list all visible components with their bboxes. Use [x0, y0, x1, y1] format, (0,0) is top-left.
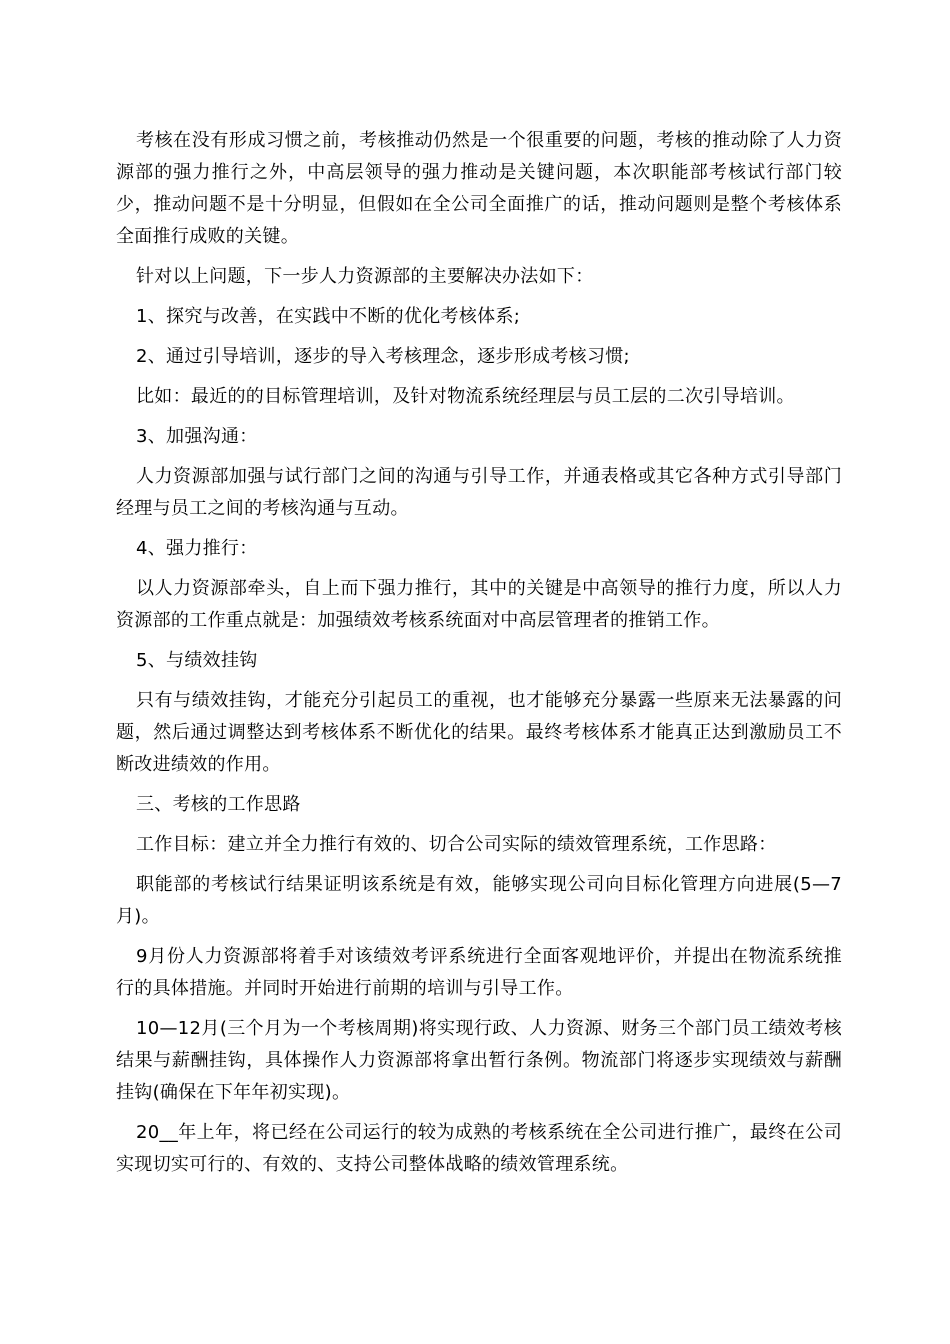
- paragraph-example: 比如：最近的的目标管理培训，及针对物流系统经理层与员工层的二次引导培训。: [136, 386, 795, 407]
- paragraph-trial-result: 职能部的考核试行结果证明该系统是有效，能够实现公司向目标化管理方向进展(5—7月)。: [116, 874, 842, 927]
- paragraph-solutions-intro: 针对以上问题，下一步人力资源部的主要解决办法如下：: [136, 266, 594, 287]
- paragraph-communication: 人力资源部加强与试行部门之间的沟通与引导工作，并通表格或其它各种方式引导部门经理与员工之间的考核沟通与互动。: [116, 466, 842, 519]
- paragraph-enforcement: 以人力资源部牵头，自上而下强力推行，其中的关键是中高领导的推行力度，所以人力资源部的工作重点就是：加强绩效考核系统面对中高层管理者的推销工作。: [116, 578, 842, 631]
- document-body: [116, 125, 842, 1181]
- paragraph-item-1: 1、探究与改善，在实践中不断的优化考核体系;: [136, 306, 521, 327]
- paragraph-item-5: 5、与绩效挂钩: [136, 650, 258, 671]
- paragraph-performance-link: 只有与绩效挂钩，才能充分引起员工的重视，也才能够充分暴露一些原来无法暴露的问题，然后通过调整达到考核体系不断优化的结果。最终考核体系才能真正达到激励员工不断改进绩效的作用。: [116, 690, 842, 775]
- paragraph-promotion-issue: 考核在没有形成习惯之前，考核推动仍然是一个很重要的问题，考核的推动除了人力资源部的强力推行之外，中高层领导的强力推动是关键问题，本次职能部考核试行部门较少，推动问题不是十分明显，但假如在全公司全面推广的话，推动问题则是整个考核体系全面推行成败的关键。: [116, 130, 842, 247]
- paragraph-work-goal: 工作目标：建立并全力推行有效的、切合公司实际的绩效管理系统，工作思路：: [136, 834, 777, 855]
- paragraph-item-4: 4、强力推行：: [136, 538, 258, 559]
- paragraph-next-year-plan: 20__年上年，将已经在公司运行的较为成熟的考核系统在全公司进行推广，最终在公司实现切实可行的、有效的、支持公司整体战略的绩效管理系统。: [116, 1122, 842, 1175]
- section-heading-work-ideas: 三、考核的工作思路: [136, 794, 301, 815]
- paragraph-item-2: 2、通过引导培训，逐步的导入考核理念，逐步形成考核习惯;: [136, 346, 630, 367]
- paragraph-item-3: 3、加强沟通：: [136, 426, 258, 447]
- paragraph-oct-dec-plan: 10—12月(三个月为一个考核周期)将实现行政、人力资源、财务三个部门员工绩效考核结果与薪酬挂钩，具体操作人力资源部将拿出暂行条例。物流部门将逐步实现绩效与薪酬挂钩(确保在下年年初实现)。: [116, 1018, 842, 1103]
- paragraph-september-plan: 9月份人力资源部将着手对该绩效考评系统进行全面客观地评价，并提出在物流系统推行的具体措施。并同时开始进行前期的培训与引导工作。: [116, 946, 842, 999]
